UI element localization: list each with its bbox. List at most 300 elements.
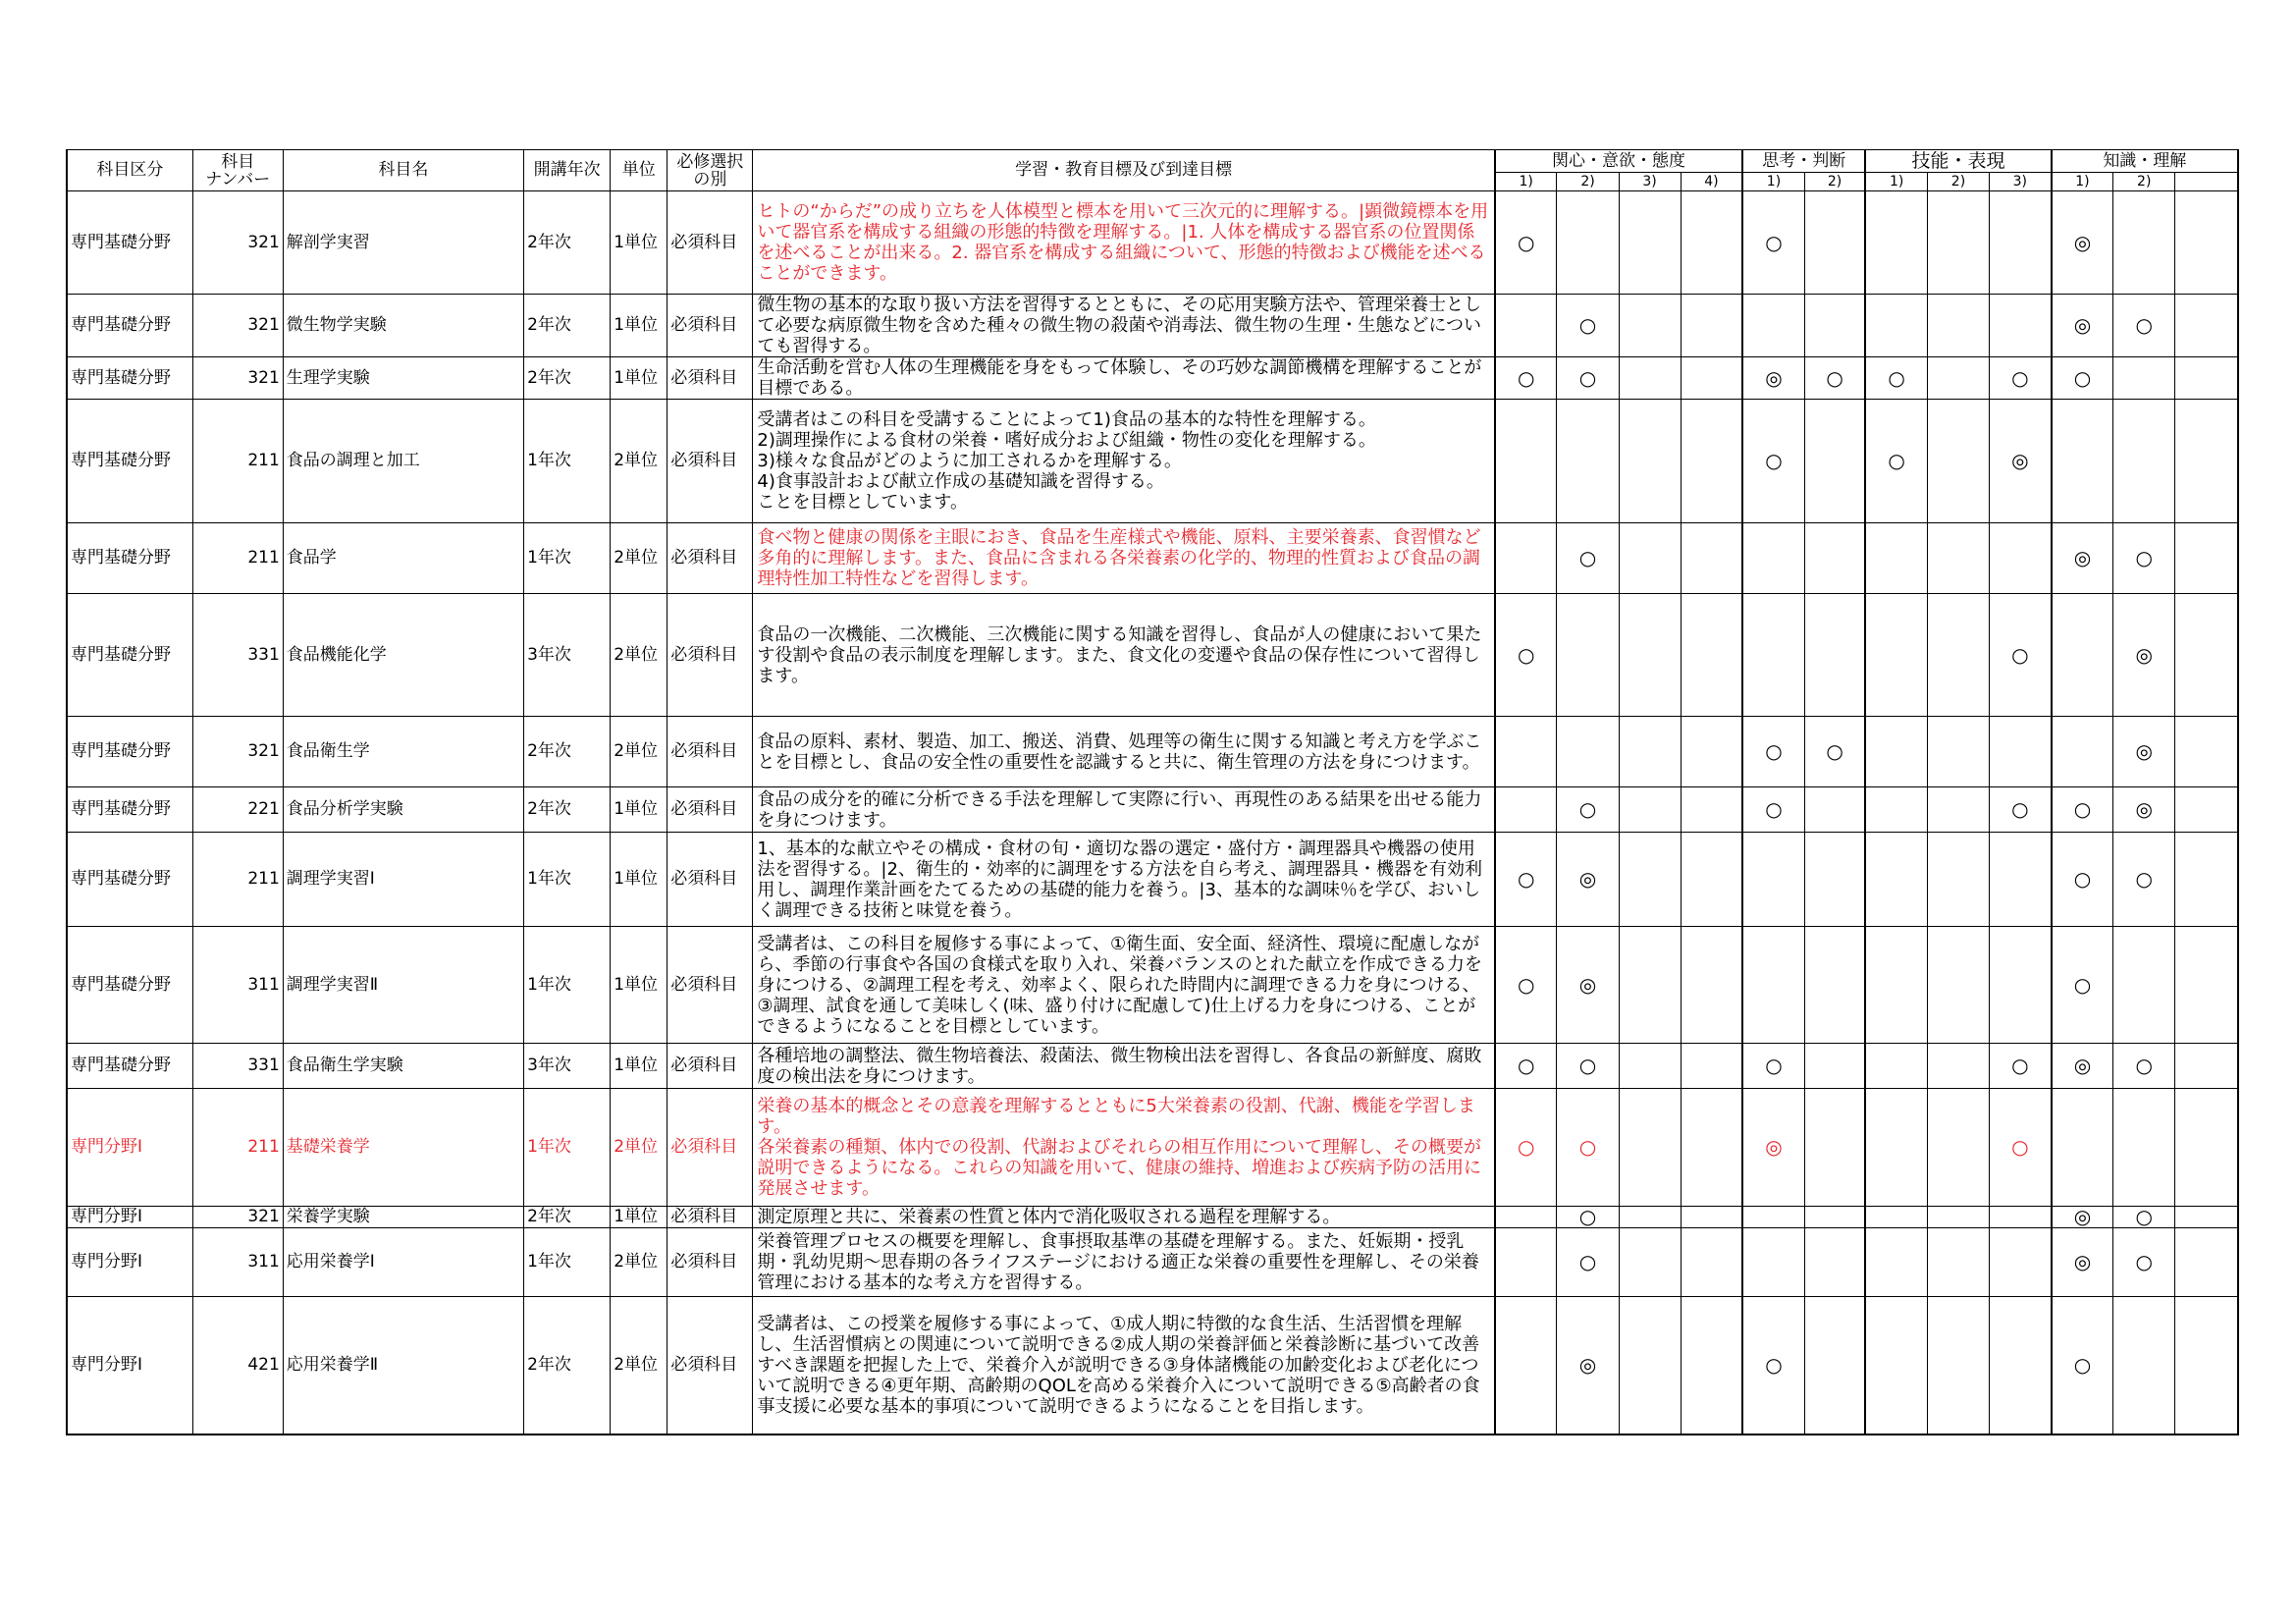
evaluation-mark: [1681, 357, 1742, 400]
evaluation-mark: ○: [2113, 523, 2175, 594]
category-cell: 専門基礎分野: [67, 295, 192, 357]
evaluation-mark: ◎: [1990, 400, 2052, 523]
evaluation-mark: ○: [1742, 191, 1804, 295]
units-cell: 1単位: [611, 1207, 667, 1228]
evaluation-mark: [2113, 400, 2175, 523]
evaluation-mark: [2175, 1228, 2238, 1297]
subject-name-cell: 応用栄養学Ⅰ: [283, 1228, 523, 1297]
units-cell: 2単位: [611, 1228, 667, 1297]
evaluation-mark: [1619, 1228, 1681, 1297]
required-cell: 必須科目: [667, 927, 753, 1044]
required-cell: 必須科目: [667, 1089, 753, 1207]
evaluation-mark: [1619, 1089, 1681, 1207]
category-cell: 専門分野Ⅰ: [67, 1297, 192, 1435]
table-row: [67, 717, 2238, 787]
curriculum-table: [66, 149, 2239, 1435]
evaluation-mark: [1865, 717, 1927, 787]
evaluation-mark: ○: [2113, 1044, 2175, 1089]
evaluation-mark: [1681, 1089, 1742, 1207]
evaluation-mark: ○: [1557, 787, 1619, 833]
evaluation-mark: ○: [1557, 295, 1619, 357]
evaluation-mark: [1681, 1297, 1742, 1435]
number-cell: 311: [192, 927, 283, 1044]
goal-cell: 食べ物と健康の関係を主眼におき、食品を生産様式や機能、原料、主要栄養素、食習慣など多角的に理解します。また、食品に含まれる各栄養素の化学的、物理的性質および食品の調理特性加工特性などを習得します。: [753, 523, 1495, 594]
table-row: [67, 191, 2238, 295]
goal-cell: 受講者は、この授業を履修する事によって、①成人期に特徴的な食生活、生活習慣を理解し、生活習慣病との関連について説明できる②成人期の栄養評価と栄養診断に基づいて改善すべき課題を把握した上で、栄養介入が説明できる③身体諸機能の加齢変化および老化について説明できる④更年期、高齢期のQOLを高める栄養介入について説明できる⑤高齢者の食事支援に必要な基本的事項について説明できるようになることを目指します。: [753, 1297, 1495, 1435]
evaluation-mark: [1804, 1207, 1865, 1228]
evaluation-mark: [1557, 717, 1619, 787]
evaluation-mark: ◎: [2052, 1044, 2113, 1089]
evaluation-mark: [1865, 787, 1927, 833]
evaluation-mark: [2175, 400, 2238, 523]
evaluation-mark: [1865, 191, 1927, 295]
evaluation-mark: [2175, 594, 2238, 717]
year-cell: 1年次: [524, 1228, 611, 1297]
category-cell: 専門基礎分野: [67, 787, 192, 833]
subject-name-cell: 食品衛生学実験: [283, 1044, 523, 1089]
header-sub: 1): [1742, 173, 1804, 191]
evaluation-mark: [1927, 1228, 1989, 1297]
evaluation-mark: [1681, 400, 1742, 523]
evaluation-mark: [1495, 717, 1557, 787]
evaluation-mark: [2175, 1089, 2238, 1207]
evaluation-mark: ○: [1557, 357, 1619, 400]
required-cell: 必須科目: [667, 717, 753, 787]
evaluation-mark: [1804, 1089, 1865, 1207]
evaluation-mark: ○: [1557, 1044, 1619, 1089]
evaluation-mark: ○: [1804, 357, 1865, 400]
evaluation-mark: [1927, 927, 1989, 1044]
evaluation-mark: ○: [1742, 400, 1804, 523]
table-row: [67, 523, 2238, 594]
evaluation-mark: [1990, 1207, 2052, 1228]
required-cell: 必須科目: [667, 1228, 753, 1297]
category-cell: 専門基礎分野: [67, 1044, 192, 1089]
evaluation-mark: [1681, 833, 1742, 927]
goal-cell: 栄養の基本的概念とその意義を理解するとともに5大栄養素の役割、代謝、機能を学習します。 各栄養素の種類、体内での役割、代謝およびそれらの相互作用について理解し、その概要が説明できるようになる。これらの知識を用いて、健康の維持、増進および疾病予防の活用に発展させます。: [753, 1089, 1495, 1207]
subject-name-cell: 微生物学実験: [283, 295, 523, 357]
category-cell: 専門基礎分野: [67, 357, 192, 400]
evaluation-mark: [1619, 523, 1681, 594]
evaluation-mark: ◎: [1742, 357, 1804, 400]
number-cell: 331: [192, 1044, 283, 1089]
goal-cell: 食品の原料、素材、製造、加工、搬送、消費、処理等の衛生に関する知識と考え方を学ぶことを目標とし、食品の安全性の重要性を認識すると共に、衛生管理の方法を身につけます。: [753, 717, 1495, 787]
evaluation-mark: [1619, 927, 1681, 1044]
subject-name-cell: 食品学: [283, 523, 523, 594]
category-cell: 専門分野Ⅰ: [67, 1228, 192, 1297]
subject-name-cell: 解剖学実習: [283, 191, 523, 295]
evaluation-mark: ◎: [1742, 1089, 1804, 1207]
category-cell: 専門基礎分野: [67, 400, 192, 523]
evaluation-mark: ◎: [2052, 1207, 2113, 1228]
evaluation-mark: [1927, 833, 1989, 927]
evaluation-mark: ○: [1990, 357, 2052, 400]
year-cell: 2年次: [524, 1207, 611, 1228]
evaluation-mark: [1865, 1089, 1927, 1207]
evaluation-mark: [1865, 1228, 1927, 1297]
evaluation-mark: [2175, 523, 2238, 594]
evaluation-mark: ○: [1557, 1228, 1619, 1297]
evaluation-mark: [1804, 927, 1865, 1044]
evaluation-mark: [1681, 191, 1742, 295]
evaluation-mark: [2175, 927, 2238, 1044]
header-goals: 学習・教育目標及び到達目標: [753, 150, 1495, 191]
evaluation-mark: [1927, 594, 1989, 717]
number-cell: 321: [192, 191, 283, 295]
evaluation-mark: [2175, 357, 2238, 400]
evaluation-mark: [1619, 191, 1681, 295]
evaluation-mark: ○: [1495, 1089, 1557, 1207]
year-cell: 3年次: [524, 1044, 611, 1089]
evaluation-mark: [2113, 191, 2175, 295]
header-year: 開講年次: [524, 150, 611, 191]
evaluation-mark: [1865, 523, 1927, 594]
evaluation-mark: ○: [1557, 523, 1619, 594]
evaluation-mark: [1495, 1228, 1557, 1297]
year-cell: 1年次: [524, 833, 611, 927]
required-cell: 必須科目: [667, 1207, 753, 1228]
evaluation-mark: [1557, 594, 1619, 717]
evaluation-mark: [1804, 787, 1865, 833]
goal-cell: 生命活動を営む人体の生理機能を身をもって体験し、その巧妙な調節機構を理解することが目標である。: [753, 357, 1495, 400]
subject-name-cell: 生理学実験: [283, 357, 523, 400]
category-cell: 専門基礎分野: [67, 717, 192, 787]
evaluation-mark: [1990, 1228, 2052, 1297]
goal-cell: 受講者はこの科目を受講することによって1)食品の基本的な特性を理解する。 2)調理操作による食材の栄養・嗜好成分および組織・物性の変化を理解する。 3)様々な食品がどのように加工されるかを理解する。 4)食事設計および献立作成の基礎知識を習得する。 ことを目標としています。: [753, 400, 1495, 523]
evaluation-mark: ○: [1742, 717, 1804, 787]
evaluation-mark: [1619, 717, 1681, 787]
required-cell: 必須科目: [667, 295, 753, 357]
units-cell: 2単位: [611, 717, 667, 787]
required-cell: 必須科目: [667, 833, 753, 927]
table-row: [67, 787, 2238, 833]
evaluation-mark: [1865, 594, 1927, 717]
subject-name-cell: 食品の調理と加工: [283, 400, 523, 523]
evaluation-mark: [1990, 717, 2052, 787]
goal-cell: 微生物の基本的な取り扱い方法を習得するとともに、その応用実験方法や、管理栄養士として必要な病原微生物を含めた種々の微生物の殺菌や消毒法、微生物の生理・生態などについても習得する。: [753, 295, 1495, 357]
evaluation-mark: [2175, 787, 2238, 833]
number-cell: 321: [192, 1207, 283, 1228]
evaluation-mark: [1804, 523, 1865, 594]
header-sub: 1): [1495, 173, 1557, 191]
evaluation-mark: [1927, 1297, 1989, 1435]
goal-cell: 栄養管理プロセスの概要を理解し、食事摂取基準の基礎を理解する。また、妊娠期・授乳期・乳幼児期～思春期の各ライフステージにおける適正な栄養の重要性を理解し、その栄養管理における基本的な考え方を習得する。: [753, 1228, 1495, 1297]
evaluation-mark: ○: [1495, 833, 1557, 927]
evaluation-mark: [1681, 523, 1742, 594]
evaluation-mark: [1495, 1207, 1557, 1228]
curriculum-sheet: [66, 149, 2239, 1435]
evaluation-mark: [1865, 295, 1927, 357]
evaluation-mark: [1681, 787, 1742, 833]
header-sub: 1): [1865, 173, 1927, 191]
number-cell: 321: [192, 357, 283, 400]
units-cell: 1単位: [611, 357, 667, 400]
goal-cell: 食品の一次機能、二次機能、三次機能に関する知識を習得し、食品が人の健康において果たす役割や食品の表示制度を理解します。また、食文化の変遷や食品の保存性について習得します。: [753, 594, 1495, 717]
evaluation-mark: ○: [1990, 1089, 2052, 1207]
header-category: 科目区分: [67, 150, 192, 191]
evaluation-mark: [1865, 833, 1927, 927]
table-row: [67, 357, 2238, 400]
subject-name-cell: 栄養学実験: [283, 1207, 523, 1228]
year-cell: 2年次: [524, 191, 611, 295]
header-sub: 2): [1927, 173, 1989, 191]
table-row: [67, 927, 2238, 1044]
subject-name-cell: 食品衛生学: [283, 717, 523, 787]
evaluation-mark: [1990, 191, 2052, 295]
evaluation-mark: ◎: [2113, 717, 2175, 787]
header-sub: 3): [1619, 173, 1681, 191]
evaluation-mark: ◎: [2052, 295, 2113, 357]
evaluation-mark: [1865, 1044, 1927, 1089]
goal-cell: 各種培地の調整法、微生物培養法、殺菌法、微生物検出法を習得し、各食品の新鮮度、腐敗度の検出法を身につけます。: [753, 1044, 1495, 1089]
evaluation-mark: [1742, 927, 1804, 1044]
evaluation-mark: ○: [1865, 357, 1927, 400]
evaluation-mark: ○: [1557, 1089, 1619, 1207]
evaluation-mark: ○: [1865, 400, 1927, 523]
evaluation-mark: [1495, 1297, 1557, 1435]
table-body: [67, 191, 2238, 1435]
year-cell: 2年次: [524, 295, 611, 357]
table-row: [67, 1089, 2238, 1207]
units-cell: 2単位: [611, 523, 667, 594]
table-row: [67, 295, 2238, 357]
number-cell: 211: [192, 1089, 283, 1207]
evaluation-mark: [1927, 357, 1989, 400]
header-group-interest: 関心・意欲・態度: [1495, 150, 1742, 173]
evaluation-mark: [1804, 1297, 1865, 1435]
evaluation-mark: ○: [2113, 295, 2175, 357]
required-cell: 必須科目: [667, 1044, 753, 1089]
evaluation-mark: [2175, 1044, 2238, 1089]
evaluation-mark: [1927, 191, 1989, 295]
category-cell: 専門基礎分野: [67, 594, 192, 717]
evaluation-mark: [1990, 833, 2052, 927]
evaluation-mark: ○: [1742, 1044, 1804, 1089]
table-row: [67, 1297, 2238, 1435]
year-cell: 1年次: [524, 927, 611, 1044]
evaluation-mark: [1619, 594, 1681, 717]
subject-name-cell: 基礎栄養学: [283, 1089, 523, 1207]
evaluation-mark: [1865, 927, 1927, 1044]
evaluation-mark: ○: [1990, 787, 2052, 833]
evaluation-mark: ○: [2113, 1207, 2175, 1228]
evaluation-mark: [1927, 523, 1989, 594]
number-cell: 311: [192, 1228, 283, 1297]
subject-name-cell: 応用栄養学Ⅱ: [283, 1297, 523, 1435]
required-cell: 必須科目: [667, 1297, 753, 1435]
required-cell: 必須科目: [667, 400, 753, 523]
number-cell: 321: [192, 717, 283, 787]
evaluation-mark: [1681, 927, 1742, 1044]
required-cell: 必須科目: [667, 594, 753, 717]
header-sub: 3): [1990, 173, 2052, 191]
table-row: [67, 833, 2238, 927]
year-cell: 2年次: [524, 787, 611, 833]
evaluation-mark: [1681, 1228, 1742, 1297]
evaluation-mark: [1927, 400, 1989, 523]
units-cell: 2単位: [611, 400, 667, 523]
evaluation-mark: [1990, 523, 2052, 594]
evaluation-mark: [1804, 400, 1865, 523]
evaluation-mark: ○: [1495, 594, 1557, 717]
table-row: [67, 1044, 2238, 1089]
evaluation-mark: [1742, 523, 1804, 594]
evaluation-mark: [1865, 1207, 1927, 1228]
evaluation-mark: [2113, 1089, 2175, 1207]
evaluation-mark: [1681, 1044, 1742, 1089]
goal-cell: 測定原理と共に、栄養素の性質と体内で消化吸収される過程を理解する。: [753, 1207, 1495, 1228]
year-cell: 2年次: [524, 357, 611, 400]
table-row: [67, 594, 2238, 717]
evaluation-mark: [1804, 1228, 1865, 1297]
evaluation-mark: [2052, 400, 2113, 523]
evaluation-mark: [1990, 927, 2052, 1044]
evaluation-mark: ○: [2052, 787, 2113, 833]
required-cell: 必須科目: [667, 523, 753, 594]
evaluation-mark: ◎: [1557, 1297, 1619, 1435]
evaluation-mark: [2175, 191, 2238, 295]
evaluation-mark: ○: [1742, 787, 1804, 833]
required-cell: 必須科目: [667, 357, 753, 400]
evaluation-mark: ○: [1990, 594, 2052, 717]
number-cell: 211: [192, 833, 283, 927]
evaluation-mark: ◎: [2052, 523, 2113, 594]
evaluation-mark: ◎: [2113, 787, 2175, 833]
evaluation-mark: [2113, 927, 2175, 1044]
units-cell: 1単位: [611, 1044, 667, 1089]
evaluation-mark: [1495, 523, 1557, 594]
evaluation-mark: ○: [1495, 191, 1557, 295]
category-cell: 専門分野Ⅰ: [67, 1089, 192, 1207]
category-cell: 専門分野Ⅰ: [67, 1207, 192, 1228]
evaluation-mark: [1804, 594, 1865, 717]
evaluation-mark: ○: [2052, 833, 2113, 927]
header-group-thinking: 思考・判断: [1742, 150, 1865, 173]
header-sub: 2): [2113, 173, 2175, 191]
header-sub: 1): [2052, 173, 2113, 191]
number-cell: 221: [192, 787, 283, 833]
header-units: 単位: [611, 150, 667, 191]
evaluation-mark: [1557, 400, 1619, 523]
evaluation-mark: [1619, 295, 1681, 357]
goal-cell: 受講者は、この科目を履修する事によって、①衛生面、安全面、経済性、環境に配慮しながら、季節の行事食や各国の食様式を取り入れ、栄養バランスのとれた献立を作成できる力を身につける、②調理工程を考え、効率よく、限られた時間内に調理できる力を身につける、③調理、試食を通して美味しく(味、盛り付けに配慮して)仕上げる力を身につける、ことができるようになることを目標としています。: [753, 927, 1495, 1044]
header-sub: 2): [1804, 173, 1865, 191]
number-cell: 211: [192, 400, 283, 523]
evaluation-mark: [1927, 1089, 1989, 1207]
evaluation-mark: [1927, 295, 1989, 357]
evaluation-mark: [1990, 1297, 2052, 1435]
header-group-knowledge: 知識・理解: [2052, 150, 2238, 173]
evaluation-mark: [1742, 833, 1804, 927]
evaluation-mark: [1619, 400, 1681, 523]
subject-name-cell: 食品分析学実験: [283, 787, 523, 833]
units-cell: 1単位: [611, 191, 667, 295]
year-cell: 1年次: [524, 400, 611, 523]
evaluation-mark: [1495, 787, 1557, 833]
evaluation-mark: [2113, 357, 2175, 400]
year-cell: 2年次: [524, 1297, 611, 1435]
evaluation-mark: [1681, 594, 1742, 717]
header-name: 科目名: [283, 150, 523, 191]
evaluation-mark: [2052, 717, 2113, 787]
evaluation-mark: ○: [2052, 357, 2113, 400]
evaluation-mark: [1742, 1228, 1804, 1297]
evaluation-mark: [1619, 357, 1681, 400]
number-cell: 321: [192, 295, 283, 357]
year-cell: 1年次: [524, 523, 611, 594]
evaluation-mark: ○: [1804, 717, 1865, 787]
subject-name-cell: 食品機能化学: [283, 594, 523, 717]
units-cell: 1単位: [611, 295, 667, 357]
evaluation-mark: [1742, 295, 1804, 357]
evaluation-mark: [1742, 1207, 1804, 1228]
evaluation-mark: [1927, 1207, 1989, 1228]
evaluation-mark: [2052, 1089, 2113, 1207]
evaluation-mark: [1742, 594, 1804, 717]
evaluation-mark: [1927, 787, 1989, 833]
table-row: [67, 400, 2238, 523]
evaluation-mark: [1804, 191, 1865, 295]
evaluation-mark: ○: [2052, 1297, 2113, 1435]
year-cell: 1年次: [524, 1089, 611, 1207]
evaluation-mark: [2175, 1297, 2238, 1435]
evaluation-mark: [2052, 594, 2113, 717]
subject-name-cell: 調理学実習Ⅱ: [283, 927, 523, 1044]
header-group-skill: 技能・表現: [1865, 150, 2051, 173]
goal-cell: ヒトの“からだ”の成り立ちを人体模型と標本を用いて三次元的に理解する。|顕微鏡標本を用いて器官系を構成する組織の形態的特徴を理解する。|1. 人体を構成する器官系の位置関係を述べることが出来る。2. 器官系を構成する組織について、形態的特徴および機能を述べることができます。: [753, 191, 1495, 295]
number-cell: 211: [192, 523, 283, 594]
evaluation-mark: [1804, 833, 1865, 927]
evaluation-mark: ◎: [2052, 1228, 2113, 1297]
evaluation-mark: [1804, 1044, 1865, 1089]
evaluation-mark: [1619, 1297, 1681, 1435]
evaluation-mark: ◎: [1557, 927, 1619, 1044]
evaluation-mark: [2175, 833, 2238, 927]
evaluation-mark: [1495, 400, 1557, 523]
evaluation-mark: [1681, 295, 1742, 357]
table-row: [67, 1207, 2238, 1228]
units-cell: 1単位: [611, 927, 667, 1044]
evaluation-mark: ○: [1990, 1044, 2052, 1089]
evaluation-mark: [2175, 1207, 2238, 1228]
evaluation-mark: ○: [1742, 1297, 1804, 1435]
table-header: [67, 150, 2238, 191]
number-cell: 331: [192, 594, 283, 717]
evaluation-mark: [1804, 295, 1865, 357]
header-sub: 2): [1557, 173, 1619, 191]
evaluation-mark: [1557, 191, 1619, 295]
evaluation-mark: ◎: [2113, 594, 2175, 717]
evaluation-mark: ○: [1557, 1207, 1619, 1228]
evaluation-mark: [1927, 717, 1989, 787]
evaluation-mark: [2175, 295, 2238, 357]
category-cell: 専門基礎分野: [67, 191, 192, 295]
evaluation-mark: ◎: [2052, 191, 2113, 295]
evaluation-mark: [2113, 1297, 2175, 1435]
category-cell: 専門基礎分野: [67, 833, 192, 927]
header-number: 科目 ナンバー: [192, 150, 283, 191]
goal-cell: 食品の成分を的確に分析できる手法を理解して実際に行い、再現性のある結果を出せる能力を身につけます。: [753, 787, 1495, 833]
evaluation-mark: [1495, 295, 1557, 357]
header-sub: [2175, 173, 2238, 191]
evaluation-mark: ○: [2052, 927, 2113, 1044]
units-cell: 2単位: [611, 1089, 667, 1207]
evaluation-mark: [1619, 833, 1681, 927]
evaluation-mark: [1990, 295, 2052, 357]
header-sub: 4): [1681, 173, 1742, 191]
subject-name-cell: 調理学実習Ⅰ: [283, 833, 523, 927]
units-cell: 1単位: [611, 787, 667, 833]
